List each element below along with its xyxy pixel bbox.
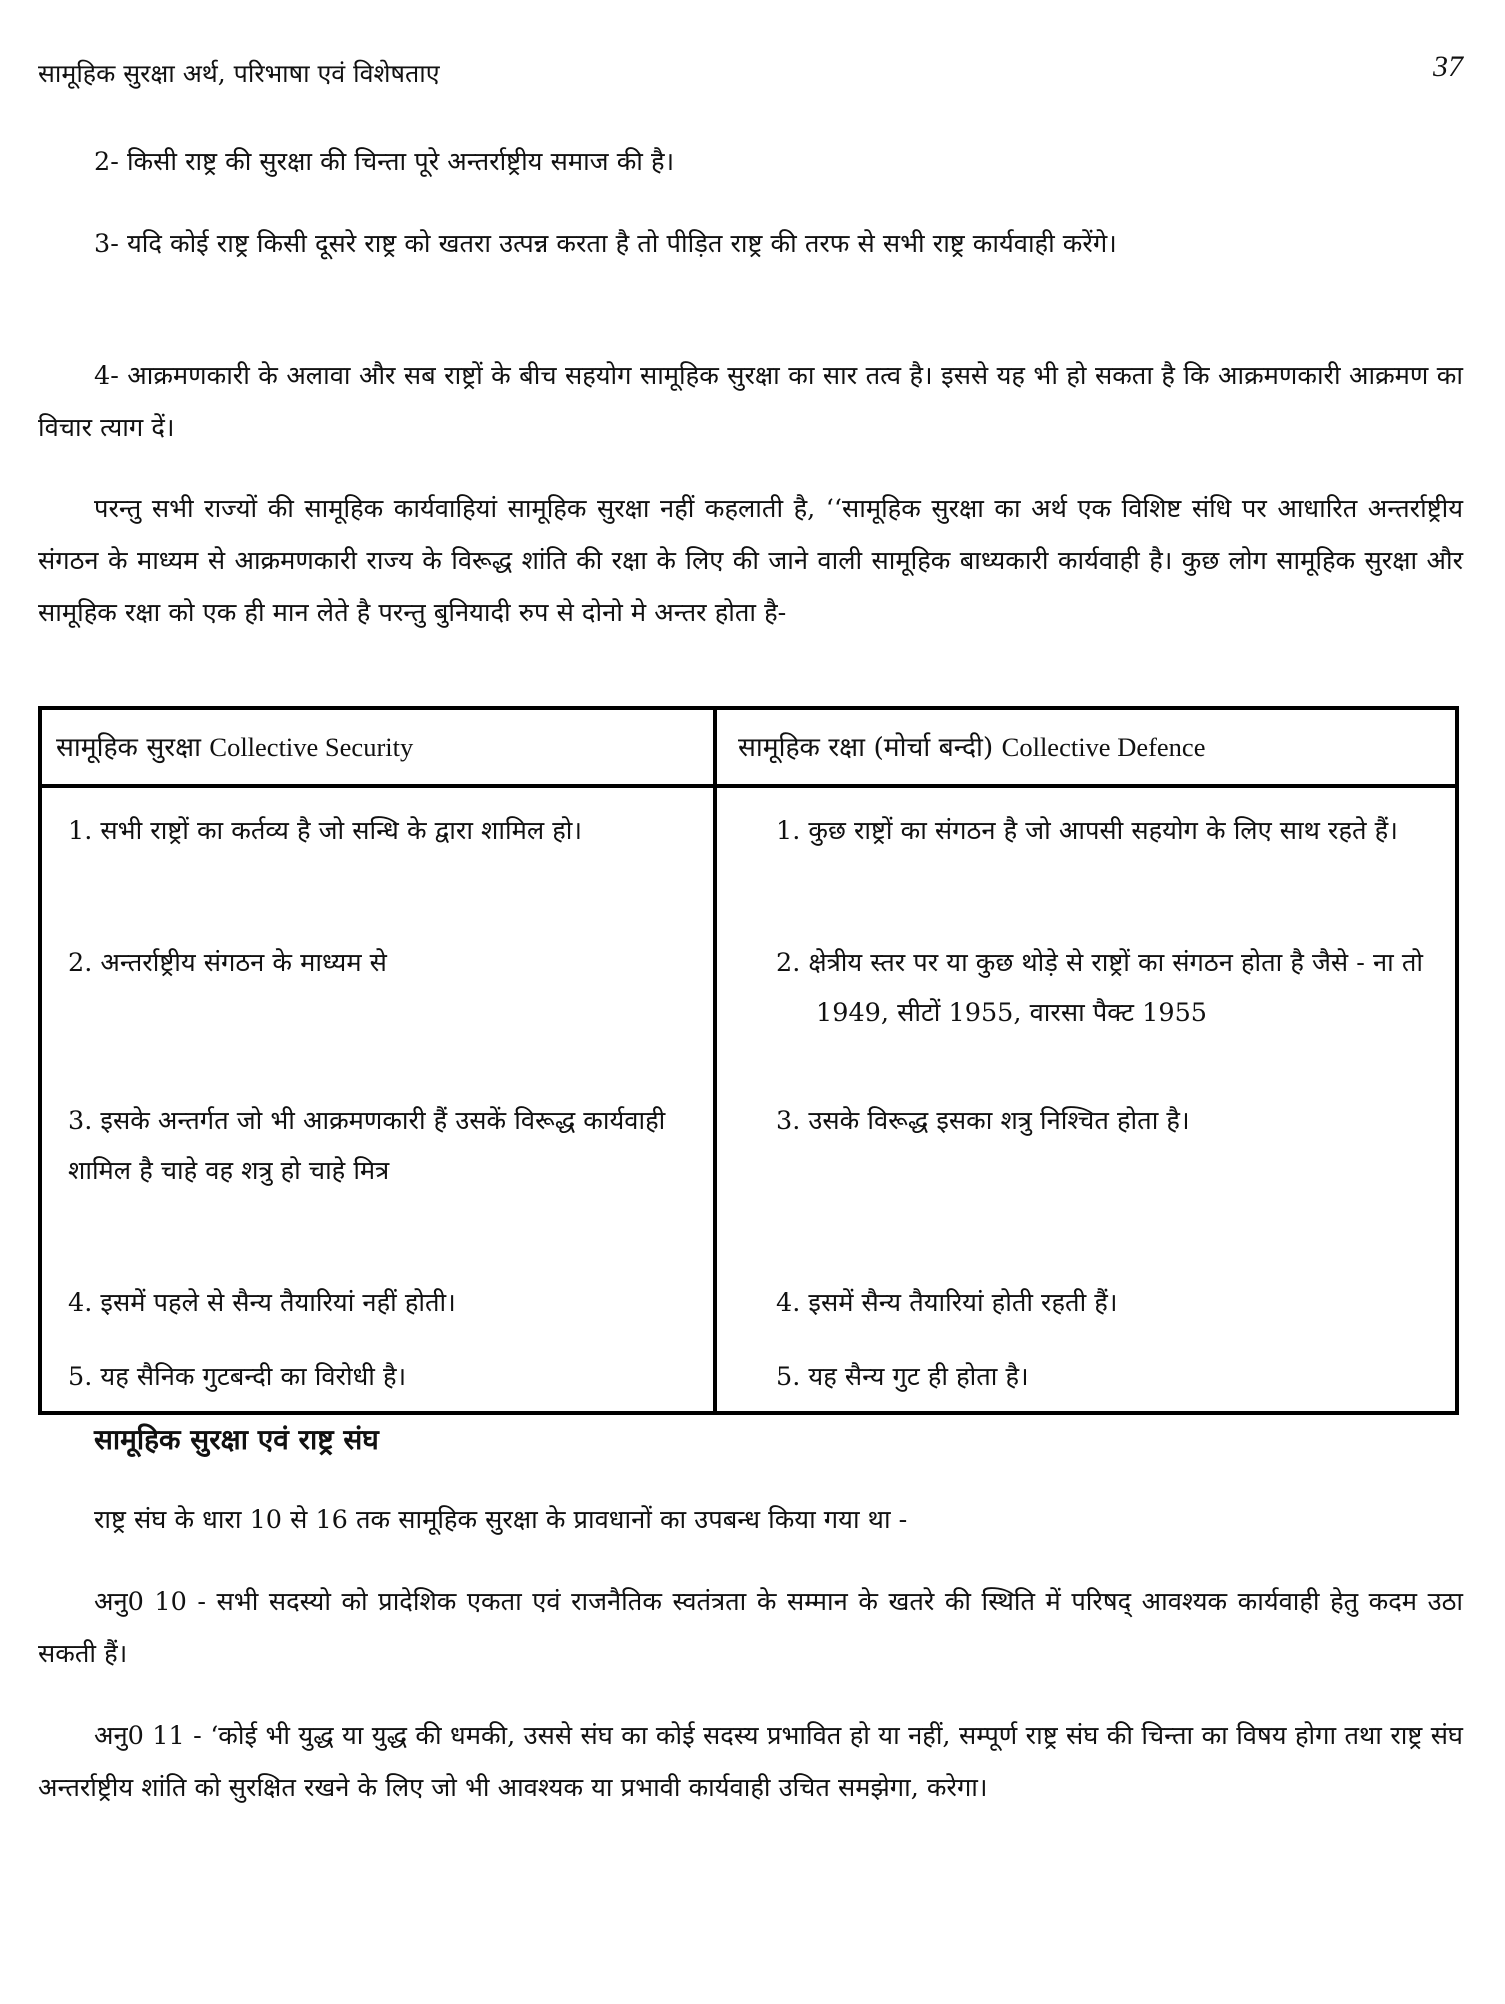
point-2: 2- किसी राष्ट्र की सुरक्षा की चिन्ता पूरे अन्तर्राष्ट्रीय समाज की है। [94,147,675,177]
header-right-hindi: सामूहिक रक्षा (मोर्चा बन्दी) [738,732,994,763]
header-left-english: Collective Security [209,732,414,762]
defence-row-5: 5. यह सैन्य गुट ही होता है। [776,1362,1029,1392]
article-10: अनु0 10 - सभी सदस्यो को प्रादेशिक एकता एवं राजनैतिक स्वतंत्रता के सम्मान के खतरे की स्थिति में परिषद् आवश्यक कार्यवाही हेतु कदम उठा सकती हैं। [38,1587,1463,1669]
section-heading: सामूहिक सुरक्षा एवं राष्ट्र संघ [94,1423,379,1456]
page-number: 37 [1433,50,1463,83]
point-4: 4- आक्रमणकारी के अलावा और सब राष्ट्रों के बीच सहयोग सामूहिक सुरक्षा का सार तत्व है। इससे यह भी हो सकता है कि आक्रमणकारी आक्रमण का विचार त्याग दें। [38,361,1463,443]
defence-row-4: 4. इसमें सैन्य तैयारियां होती रहती हैं। [776,1288,1118,1318]
defence-row-3: 3. उसके विरूद्ध इसका शत्रु निश्चित होता है। [776,1106,1190,1136]
comparison-table [38,706,1459,1415]
security-row-2: 2. अन्तर्राष्ट्रीय संगठन के माध्यम से [68,948,387,978]
security-row-4: 4. इसमें पहले से सैन्य तैयारियां नहीं होती। [68,1288,456,1318]
header-left-hindi: सामूहिक सुरक्षा [56,732,201,763]
defence-row-2: 2. क्षेत्रीय स्तर पर या कुछ थोड़े से राष्ट्रों का संगठन होता है जैसे - ना तो 1949, सीटों 1955, वारसा पैक्ट 1955 [776,948,1423,1028]
point-3: 3- यदि कोई राष्ट्र किसी दूसरे राष्ट्र को खतरा उत्पन्न करता है तो पीड़ित राष्ट्र की तरफ से सभी राष्ट्र कार्यवाही करेंगे। [94,229,1117,259]
table-header-collective-security [56,724,706,771]
article-11: अनु0 11 - ‘कोई भी युद्ध या युद्ध की धमकी, उससे संघ का कोई सदस्य प्रभावित हो या नहीं, सम्पूर्ण राष्ट्र संघ की चिन्ता का विषय होगा तथा राष्ट्र संघ अन्तर्राष्ट्रीय शांति को सुरक्षित रखने के लिए जो भी आवश्यक या प्रभावी कार्यवाही उचित समझेगा, करेगा। [38,1721,1463,1803]
security-row-3: 3. इसके अन्तर्गत जो भी आक्रमणकारी हैं उसकें विरूद्ध कार्यवाही शामिल है चाहे वह शत्रु हो चाहे मित्र [68,1106,666,1186]
definition-paragraph: परन्तु सभी राज्यों की सामूहिक कार्यवाहियां सामूहिक सुरक्षा नहीं कहलाती है, ‘‘सामूहिक सुरक्षा का अर्थ एक विशिष्ट संधि पर आधारित अन्तर्राष्ट्रीय संगठन के माध्यम से आक्रमणकारी राज्य के विरूद्ध शांति की रक्षा के लिए की जाने वाली सामूहिक बाध्यकारी कार्यवाही है। कुछ लोग सामूहिक सुरक्षा और सामूहिक रक्षा को एक ही मान लेते है परन्तु बुनियादी रुप से दोनो मे अन्तर होता है- [38,494,1463,628]
table-header-divider [42,784,1455,788]
security-row-1: 1. सभी राष्ट्रों का कर्तव्य है जो सन्धि के द्वारा शामिल हो। [68,816,583,846]
running-title: सामूहिक सुरक्षा अर्थ, परिभाषा एवं विशेषताए [38,59,440,88]
section-intro: राष्ट्र संघ के धारा 10 से 16 तक सामूहिक सुरक्षा के प्रावधानों का उपबन्ध किया गया था - [94,1505,908,1535]
header-right-english: Collective Defence [1001,732,1206,762]
table-header-collective-defence [738,724,1448,771]
security-row-5: 5. यह सैनिक गुटबन्दी का विरोधी है। [68,1362,407,1392]
defence-row-1: 1. कुछ राष्ट्रों का संगठन है जो आपसी सहयोग के लिए साथ रहते हैं। [776,816,1398,846]
running-header [38,50,1463,96]
